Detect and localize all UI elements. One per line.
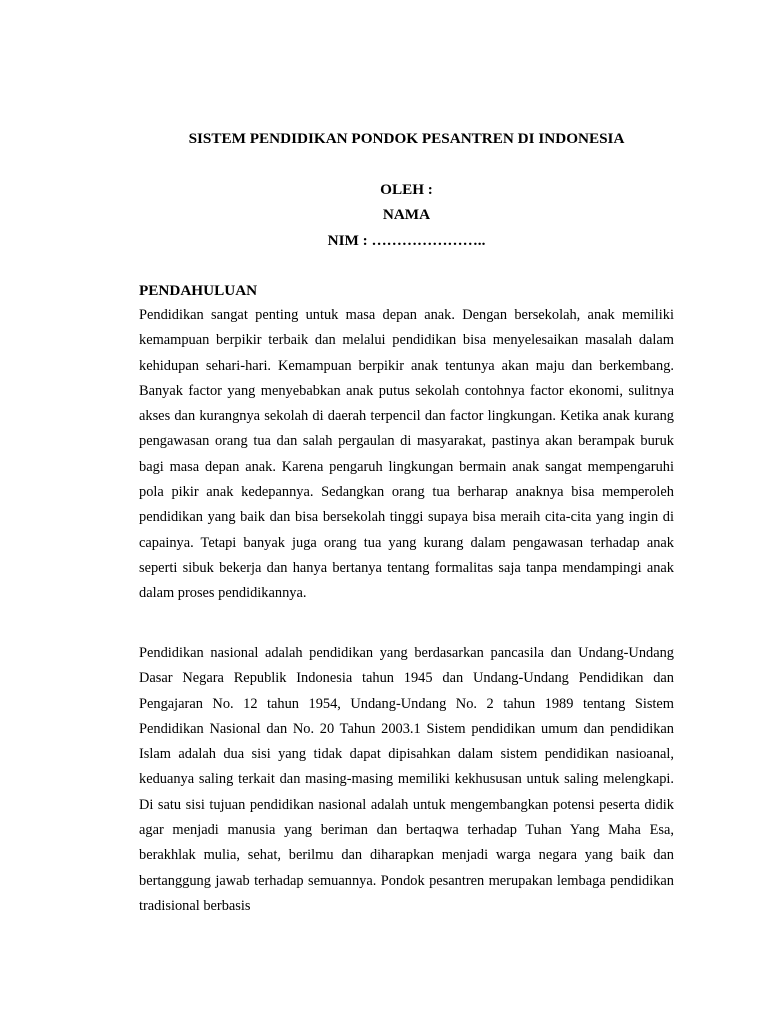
paragraph-2: Pendidikan nasional adalah pendidikan yang berdasarkan pancasila dan Undang-Undang Dasar Negara Republik Indonesia tahun 1945 dan Undang-Undang Pendidikan dan Pengajaran No. 12 tahun 1954, Undang-Undang No. 2 tahun 1989 tentang Sistem Pendidikan Nasional dan No. 20 Tahun 2003.1 Sistem pendidikan umum dan pendidikan Islam adalah dua sisi yang tidak dapat dipisahkan dalam sistem pendidikan nasioanal, keduanya saling terkait dan masing-masing memiliki kekhususan untuk saling melengkapi. Di satu sisi tujuan pendidikan nasional adalah untuk mengembangkan potensi peserta didik agar menjadi manusia yang beriman dan bertaqwa terhadap Tuhan Yang Maha Esa, berakhlak mulia, sehat, berilmu dan diharapkan menjadi warga negara yang baik dan bertanggung jawab terhadap semuannya. Pondok pesantren merupakan lembaga pendidikan tradisional berbasis: [139, 645, 674, 914]
section-heading: PENDAHULUAN: [139, 282, 258, 299]
paragraph-1: Pendidikan sangat penting untuk masa depan anak. Dengan bersekolah, anak memiliki kemampuan berpikir terbaik dan melalui pendidikan bisa menyelesaikan masalah dalam kehidupan sehari-hari. Kemampuan berpikir anak tentunya akan maju dan berkembang. Banyak factor yang menyebabkan anak putus sekolah contohnya factor ekonomi, sulitnya akses dan kurangnya sekolah di daerah terpencil dan factor lingkungan. Ketika anak kurang pengawasan orang tua dan salah pergaulan di masyarakat, pastinya akan berampak buruk bagi masa depan anak. Karena pengaruh lingkungan bermain anak sangat mempengaruhi pola pikir anak kedepannya. Sedangkan orang tua berharap anaknya bisa memperoleh pendidikan yang baik dan bisa bersekolah tinggi supaya bisa meraih cita-cita yang ingin di capainya. Tetapi banyak juga orang tua yang kurang dalam pengawasan terhadap anak seperti sibuk bekerja dan hanya bertanya tentang formalitas saja tanpa mendampingi anak dalam proses pendidikannya.: [139, 307, 674, 602]
document-title: SISTEM PENDIDIKAN PONDOK PESANTREN DI INDONESIA: [188, 130, 625, 147]
byline-nama: NAMA: [382, 206, 431, 223]
byline-nim: NIM : …………………..: [327, 232, 486, 249]
byline-oleh: OLEH :: [380, 181, 433, 198]
document-page: [139, 0, 674, 1024]
